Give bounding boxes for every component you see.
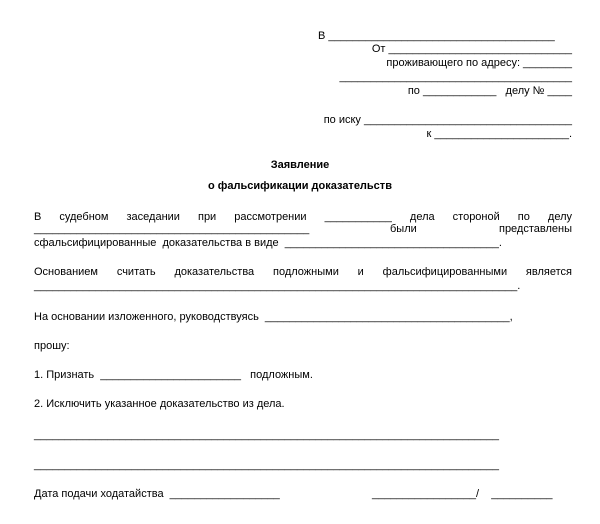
- p1-word: ___________: [324, 211, 392, 223]
- p2-word: доказательства: [174, 266, 255, 278]
- paragraph-1-line-3: сфальсифицированные доказательства в виде ___________________________________.: [34, 237, 502, 249]
- p1-word: В: [34, 211, 42, 223]
- submission-date-line: Дата подачи ходатайства __________________: [34, 488, 280, 500]
- signature-line: _________________/ __________: [372, 488, 553, 500]
- paragraph-1-were: были: [390, 223, 417, 235]
- p1-word: дела: [409, 211, 435, 223]
- header-claim-line: по иску __________________________________: [323, 114, 572, 126]
- document-title: Заявление: [270, 159, 330, 171]
- p2-word: Основанием: [34, 266, 98, 278]
- header-case-line: по ____________ делу № ____: [407, 85, 572, 97]
- header-from-line: От ______________________________: [371, 43, 572, 55]
- p1-word: судебном: [59, 211, 109, 223]
- p1-word: стороной: [452, 211, 500, 223]
- request-item-2: 2. Исключить указанное доказательство из дела.: [34, 398, 285, 410]
- header-k-line: к ______________________.: [426, 128, 572, 140]
- p1-word: при: [197, 211, 217, 223]
- blank-line-1: ____________________________________________________________________________: [34, 429, 499, 441]
- p1-word: делу: [547, 211, 572, 223]
- p2-word: подложными: [273, 266, 339, 278]
- blank-line-2: ____________________________________________________________________________: [34, 459, 499, 471]
- p1-word: заседании: [126, 211, 180, 223]
- paragraph-1-presented: представлены: [498, 223, 572, 235]
- request-item-1: 1. Признать _______________________ подложным.: [34, 369, 313, 381]
- header-address-line: проживающего по адресу: ________: [386, 57, 572, 69]
- header-to-line: В _____________________________________: [318, 30, 555, 42]
- request-label: прошу:: [34, 340, 70, 352]
- paragraph-3: На основании изложенного, руководствуясь ________________________________________,: [34, 311, 513, 323]
- p1-word: рассмотрении: [234, 211, 307, 223]
- paragraph-2-line-1: [34, 265, 572, 279]
- header-blank-line: ______________________________________: [339, 71, 572, 83]
- paragraph-2-line-2: _______________________________________________________________________________.: [34, 280, 521, 292]
- document-subtitle: о фальсификации доказательств: [208, 180, 392, 192]
- p1-word: по: [517, 211, 530, 223]
- paragraph-1-blank: _____________________________________________: [34, 223, 310, 235]
- p2-word: фальсифицированными: [382, 266, 508, 278]
- p2-word: и: [357, 266, 364, 278]
- p2-word: является: [525, 266, 572, 278]
- p2-word: считать: [116, 266, 156, 278]
